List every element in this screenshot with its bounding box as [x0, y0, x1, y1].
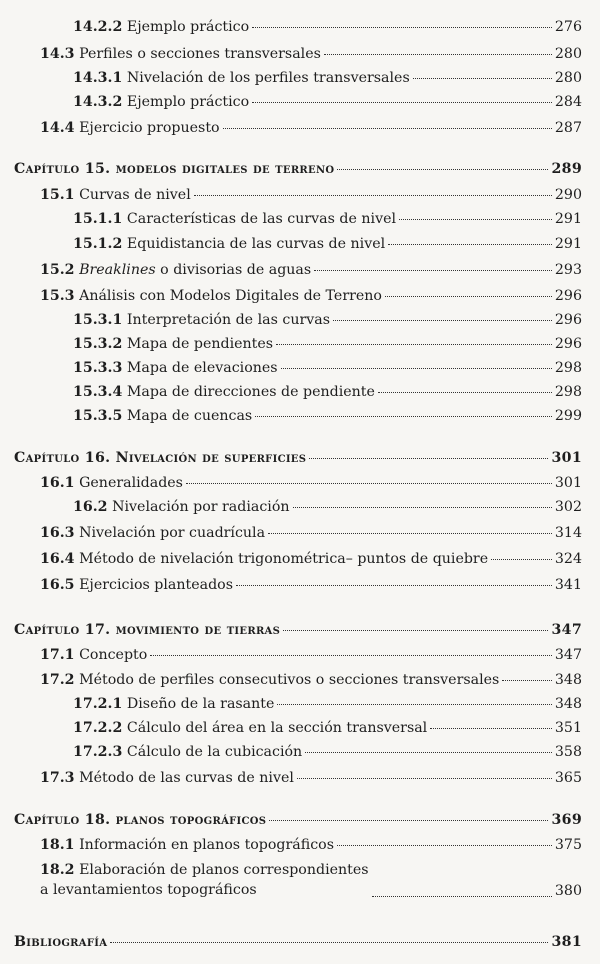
- section-title: Método de nivelación trigonométrica– puntos de quiebre: [79, 551, 489, 567]
- page-number: 280: [554, 46, 582, 62]
- section-number: 15.2: [40, 262, 75, 278]
- toc-entry: [40, 860, 582, 900]
- section-title: Mapa de direcciones de pendiente: [126, 384, 375, 400]
- dot-leader: [236, 585, 552, 586]
- toc-entry: [73, 335, 582, 353]
- dot-leader: [269, 820, 548, 821]
- dot-leader: [293, 507, 552, 508]
- section-number: 14.3.2: [73, 94, 123, 110]
- toc-entry: [40, 646, 582, 664]
- dot-leader: [324, 54, 552, 55]
- dot-leader: [297, 778, 552, 779]
- toc-chapter: [14, 160, 582, 178]
- page-number: 347: [551, 622, 582, 638]
- toc-entry: [40, 524, 582, 542]
- section-number: 15.3.4: [73, 384, 123, 400]
- dot-leader: [276, 344, 552, 345]
- toc-entry: [73, 210, 582, 228]
- section-title: Método de las curvas de nivel: [79, 770, 294, 786]
- toc-entry: [40, 671, 582, 689]
- dot-leader: [110, 942, 548, 943]
- page-number: 291: [554, 236, 582, 252]
- toc-entry: [73, 359, 582, 377]
- section-title: Mapa de pendientes: [126, 336, 274, 352]
- page-number: 291: [554, 211, 582, 227]
- page-number: 276: [554, 19, 582, 35]
- section-title: Método de perfiles consecutivos o secciones transversales: [79, 672, 500, 688]
- page-number: 365: [554, 770, 582, 786]
- page-number: 298: [554, 384, 582, 400]
- section-number: 17.1: [40, 647, 75, 663]
- section-number: 15.3.5: [73, 408, 123, 424]
- toc-entry: [40, 45, 582, 63]
- section-title: Ejemplo práctico: [126, 94, 250, 110]
- toc-entry: [73, 235, 582, 253]
- dot-leader: [283, 630, 548, 631]
- chapter-title: Bibliografía: [14, 934, 108, 950]
- section-title: Análisis con Modelos Digitales de Terreno: [79, 288, 382, 304]
- toc-chapter: [14, 449, 582, 467]
- section-title: Diseño de la rasante: [126, 696, 275, 712]
- section-title: Información en planos topográficos: [79, 837, 334, 853]
- page-number: 296: [554, 312, 582, 328]
- page-number: 296: [554, 336, 582, 352]
- dot-leader: [430, 728, 552, 729]
- section-title: Equidistancia de las curvas de nivel: [126, 236, 386, 252]
- section-title: Curvas de nivel: [79, 187, 191, 203]
- section-title: Ejercicios planteados: [79, 577, 233, 593]
- dot-leader: [150, 655, 552, 656]
- dot-leader: [281, 368, 552, 369]
- section-title-continued: a levantamientos topográficos: [40, 882, 257, 898]
- dot-leader: [309, 458, 548, 459]
- section-number: 18.1: [40, 837, 75, 853]
- page-number: 358: [554, 744, 582, 760]
- dot-leader: [502, 680, 552, 681]
- section-number: 14.3: [40, 46, 75, 62]
- chapter-title: Capítulo 17. movimiento de tierras: [14, 622, 281, 638]
- dot-leader: [223, 128, 552, 129]
- section-title: Interpretación de las curvas: [126, 312, 330, 328]
- dot-leader: [333, 320, 552, 321]
- section-number: 15.3.3: [73, 360, 123, 376]
- toc-entry: [40, 550, 582, 568]
- page-number: 324: [554, 551, 582, 567]
- section-title: o divisorias de aguas: [155, 262, 312, 278]
- section-number: 17.2.2: [73, 720, 123, 736]
- dot-leader: [314, 270, 552, 271]
- page-number: 380: [554, 883, 582, 899]
- toc-entry: [73, 18, 582, 36]
- page-number: 284: [554, 94, 582, 110]
- section-number: 16.5: [40, 577, 75, 593]
- toc-entry: [73, 69, 582, 87]
- dot-leader: [268, 533, 552, 534]
- section-number: 15.1.1: [73, 211, 123, 227]
- toc-entry: [73, 93, 582, 111]
- section-title: Concepto: [79, 647, 148, 663]
- toc-entry: [73, 407, 582, 425]
- section-title: Generalidades: [79, 475, 183, 491]
- dot-leader: [194, 195, 552, 196]
- section-number: 15.3: [40, 288, 75, 304]
- page-number: 301: [554, 475, 582, 491]
- section-number: 15.1.2: [73, 236, 123, 252]
- section-number: 18.2: [40, 862, 75, 878]
- dot-leader: [385, 296, 552, 297]
- page-number: 296: [554, 288, 582, 304]
- page-number: 299: [554, 408, 582, 424]
- section-number: 16.4: [40, 551, 75, 567]
- page-number: 298: [554, 360, 582, 376]
- page-number: 290: [554, 187, 582, 203]
- dot-leader: [413, 78, 552, 79]
- section-title: Ejemplo práctico: [126, 19, 250, 35]
- dot-leader: [372, 896, 552, 897]
- page-number: 280: [554, 70, 582, 86]
- toc-chapter: [14, 811, 582, 829]
- page-number: 351: [554, 720, 582, 736]
- toc-entry: [73, 695, 582, 713]
- section-title: Perfiles o secciones transversales: [79, 46, 321, 62]
- toc-entry: [40, 474, 582, 492]
- page-number: 293: [554, 262, 582, 278]
- toc-entry: [40, 261, 582, 279]
- section-title: Nivelación de los perfiles transversales: [126, 70, 410, 86]
- toc-entry: [73, 743, 582, 761]
- dot-leader: [252, 102, 552, 103]
- section-number: 15.3.1: [73, 312, 123, 328]
- section-title: Cálculo de la cubicación: [126, 744, 303, 760]
- section-number: 16.2: [73, 499, 108, 515]
- toc-entry: [40, 186, 582, 204]
- dot-leader: [255, 416, 552, 417]
- section-title: Ejercicio propuesto: [79, 120, 220, 136]
- section-number: 15.1: [40, 187, 75, 203]
- dot-leader: [337, 169, 548, 170]
- dot-leader: [337, 845, 552, 846]
- page-number: 302: [554, 499, 582, 515]
- toc-entry: [40, 836, 582, 854]
- chapter-title: Capítulo 16. Nivelación de superficies: [14, 450, 307, 466]
- toc-entry: [40, 119, 582, 137]
- section-number: 14.4: [40, 120, 75, 136]
- toc-entry: [40, 287, 582, 305]
- toc-chapter: [14, 621, 582, 639]
- section-number: 17.2.1: [73, 696, 123, 712]
- page-number: 301: [551, 450, 582, 466]
- dot-leader: [305, 752, 552, 753]
- page-number: 347: [554, 647, 582, 663]
- page-number: 314: [554, 525, 582, 541]
- section-number: 16.3: [40, 525, 75, 541]
- page-number: 381: [551, 934, 582, 950]
- chapter-title: Capítulo 18. planos topográficos: [14, 812, 267, 828]
- section-number: 17.2: [40, 672, 75, 688]
- page-number: 348: [554, 672, 582, 688]
- dot-leader: [252, 27, 552, 28]
- section-title: Mapa de elevaciones: [126, 360, 278, 376]
- dot-leader: [277, 704, 552, 705]
- section-number: 14.3.1: [73, 70, 123, 86]
- toc-entry: [73, 383, 582, 401]
- section-title: Nivelación por cuadrícula: [79, 525, 266, 541]
- toc-entry: [40, 576, 582, 594]
- dot-leader: [399, 219, 552, 220]
- section-number: 17.2.3: [73, 744, 123, 760]
- dot-leader: [491, 559, 552, 560]
- section-title: Características de las curvas de nivel: [126, 211, 397, 227]
- toc-entry: [73, 498, 582, 516]
- page-number: 289: [551, 161, 582, 177]
- toc-entry: [73, 311, 582, 329]
- section-number: 14.2.2: [73, 19, 123, 35]
- page-number: 341: [554, 577, 582, 593]
- chapter-title: Capítulo 15. modelos digitales de terreno: [14, 161, 335, 177]
- page-number: 287: [554, 120, 582, 136]
- section-title: Cálculo del área en la sección transversal: [126, 720, 428, 736]
- section-number: 17.3: [40, 770, 75, 786]
- dot-leader: [378, 392, 552, 393]
- section-title: Nivelación por radiación: [112, 499, 290, 515]
- page-number: 375: [554, 837, 582, 853]
- section-title-italic: Breaklines: [79, 262, 156, 278]
- page-number: 348: [554, 696, 582, 712]
- section-title: Mapa de cuencas: [126, 408, 253, 424]
- dot-leader: [388, 244, 552, 245]
- page-number: 369: [551, 812, 582, 828]
- toc-entry: [40, 769, 582, 787]
- section-number: 15.3.2: [73, 336, 123, 352]
- section-title: Elaboración de planos correspondientes: [79, 862, 369, 878]
- toc-chapter: [14, 933, 582, 951]
- section-number: 16.1: [40, 475, 75, 491]
- toc-entry: [73, 719, 582, 737]
- dot-leader: [186, 483, 552, 484]
